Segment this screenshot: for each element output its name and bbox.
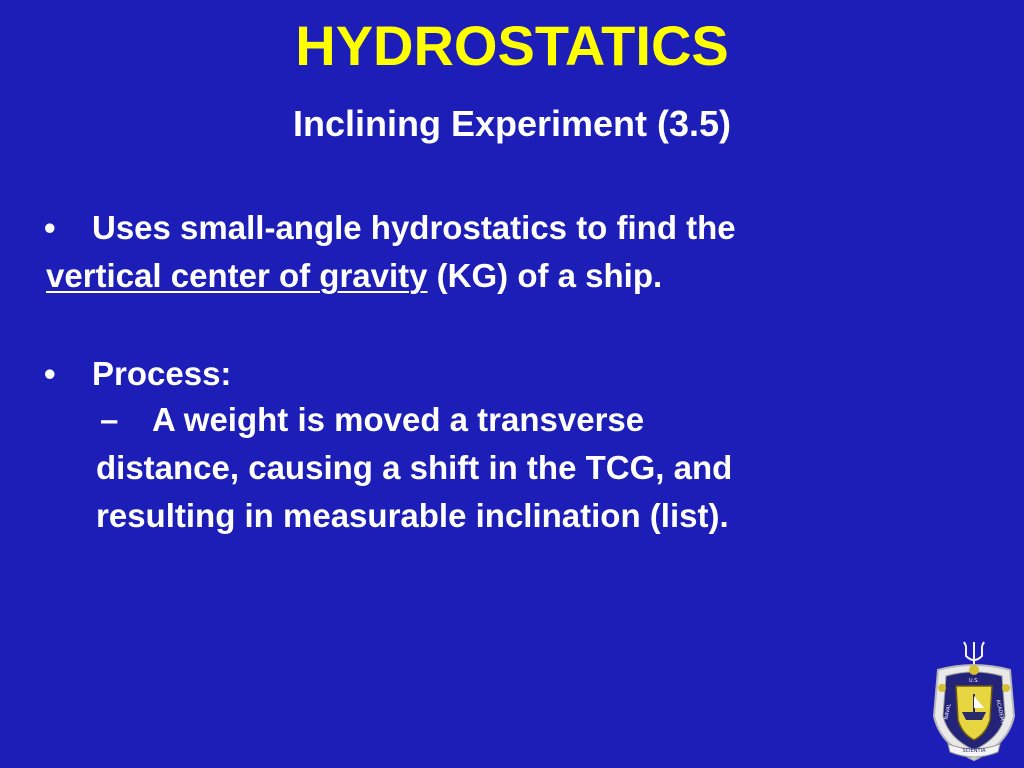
sub-bullet-line-2: distance, causing a shift in the TCG, and (96, 449, 733, 486)
sub-bullet-dash: – (100, 401, 119, 438)
bullet-2-label: Process: (92, 355, 232, 392)
seal-text-left: NAVAL (943, 703, 953, 721)
seal-text-us: U.S. (968, 678, 980, 684)
bullet-1-line-2-rest: (KG) of a ship. (427, 257, 663, 294)
seal-text-right: ACADEMY (994, 699, 1006, 725)
bullet-1-line-1: Uses small-angle hydrostatics to find the (92, 209, 736, 246)
seal-motto: SCIENTIA (962, 748, 986, 754)
slide-subtitle: Inclining Experiment (3.5) (292, 103, 732, 144)
sub-bullet-line-3: resulting in measurable inclination (list). (96, 497, 729, 534)
bullet-marker: • (44, 209, 56, 246)
kg-term-underlined: vertical center of gravity (46, 257, 428, 294)
sub-bullet-line-1: A weight is moved a transverse (152, 401, 645, 438)
bullet-marker: • (44, 355, 56, 392)
bullet-1-line-2 (46, 252, 662, 300)
slide-title: HYDROSTATICS (295, 14, 729, 77)
naval-academy-crest-icon (928, 640, 1020, 764)
